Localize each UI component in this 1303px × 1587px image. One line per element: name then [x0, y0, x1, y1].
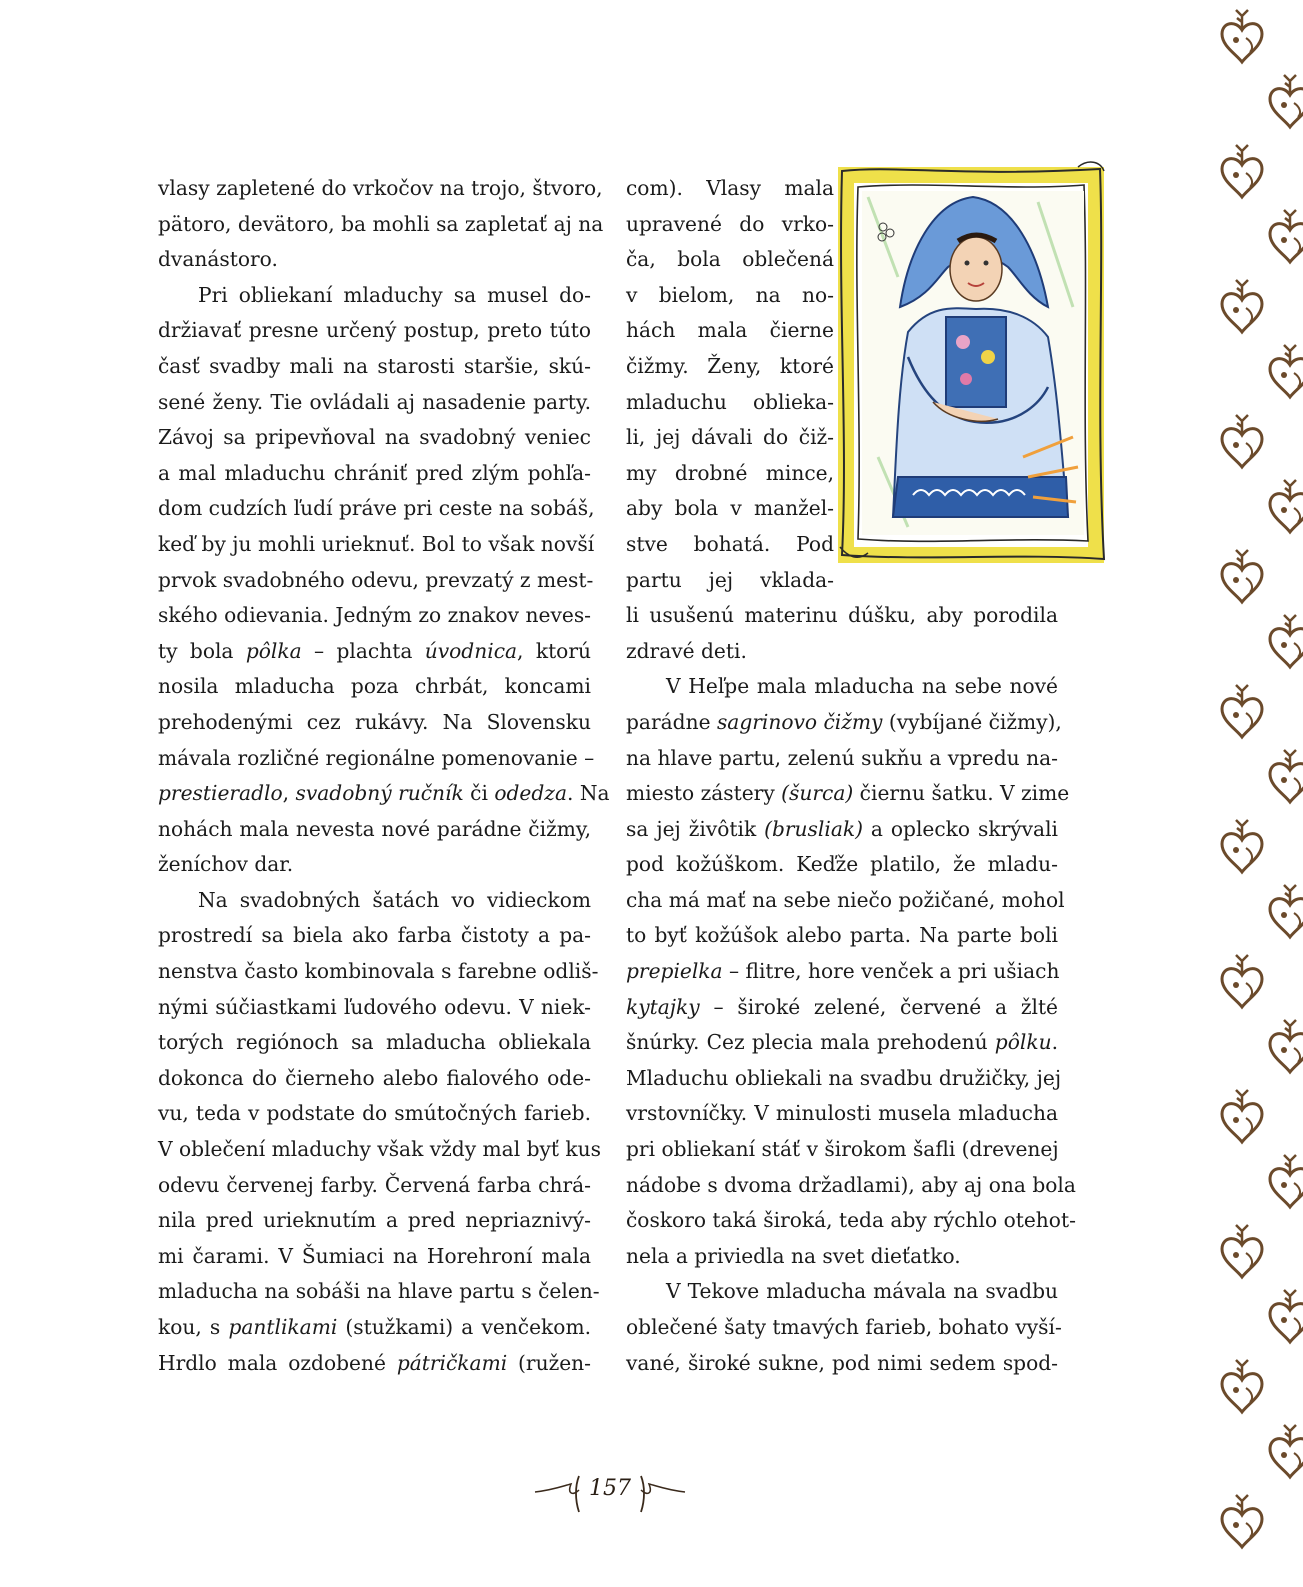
- text-line: Mladuchu obliekali na svadbu družičky, jej: [626, 1065, 1062, 1090]
- text-line: nosila mladucha poza chrbát, koncami: [158, 674, 591, 699]
- text-line: keď by ju mohli urieknuť. Bol to však novší: [158, 531, 595, 556]
- page-number: [533, 1466, 687, 1520]
- text-line: com). Vlasy mala: [626, 176, 834, 200]
- text-line: nela a priviedla na svet dieťatko.: [626, 1243, 961, 1268]
- text-line: Závoj sa pripevňoval na svadobný veniec: [158, 425, 591, 450]
- text-line: na hlave partu, zelenú sukňu a vpredu na-: [626, 745, 1058, 770]
- text-line: zdravé deti.: [626, 638, 747, 663]
- text-line: dvanástoro.: [158, 247, 278, 272]
- left-text-column: [158, 171, 610, 1381]
- text-line: držiavať presne určený postup, preto túto: [158, 318, 591, 343]
- text-line: my drobné mince,: [626, 460, 834, 485]
- ornament-column-right: [1270, 75, 1303, 1477]
- text-line: čoskoro taká široká, teda aby rýchlo otehot-: [626, 1208, 1076, 1233]
- text-line: sené ženy. Tie ovládali aj nasadenie party.: [158, 389, 591, 414]
- text-line: nými súčiastkami ľudového odevu. V niek-: [158, 994, 591, 1019]
- text-line: šnúrky. Cez plecia mala prehodenú pôlku.: [626, 1030, 1058, 1055]
- text-line: oblečené šaty tmavých farieb, bohato vyší-: [626, 1315, 1062, 1339]
- text-line: hách mala čierne: [626, 318, 834, 343]
- text-line: li usušenú materinu dúšku, aby porodila: [626, 603, 1058, 628]
- text-line: to byť kožúšok alebo parta. Na parte boli: [626, 923, 1058, 948]
- text-line: ty bola pôlka – plachta úvodnica, ktorú: [158, 638, 591, 663]
- text-line: kytajky – široké zelené, červené a žlté: [626, 994, 1058, 1019]
- bride-portrait-sketch-icon: [838, 157, 1108, 570]
- text-line: časť svadby mali na starosti staršie, skú-: [158, 353, 591, 378]
- text-line: V Heľpe mala mladucha na sebe nové: [666, 674, 1058, 699]
- text-line: a mal mladuchu chrániť pred zlým pohľa-: [158, 460, 591, 485]
- page-number-text: 157: [589, 1476, 631, 1501]
- text-line: upravené do vrko-: [626, 211, 834, 236]
- text-line: aby bola v manžel-: [626, 496, 834, 521]
- text-line: sa jej živôtik (brusliak) a oplecko skrývali: [626, 816, 1058, 841]
- text-line: čižmy. Ženy, ktoré: [626, 353, 834, 378]
- text-line: Na svadobných šatách vo vidieckom: [198, 887, 591, 912]
- text-line: vu, teda v podstate do smútočných farieb.: [158, 1101, 591, 1126]
- text-line: Pri obliekaní mladuchy sa musel do-: [198, 282, 591, 307]
- text-line: li, jej dávali do čiž-: [626, 425, 834, 450]
- text-line: ča, bola oblečená: [626, 247, 834, 272]
- text-line: dom cudzích ľudí práve pri ceste na sobáš,: [158, 496, 595, 521]
- text-line: v bielom, na no-: [626, 282, 834, 307]
- text-line: nenstva často kombinovala s farebne odliš-: [158, 959, 599, 984]
- text-line: kou, s pantlikami (stužkami) a venčekom.: [158, 1315, 592, 1339]
- text-line: vané, široké sukne, pod nimi sedem spod-: [626, 1350, 1058, 1375]
- text-line: prostredí sa biela ako farba čistoty a pa-: [158, 923, 591, 948]
- text-line: prestieradlo, svadobný ručník či odedza. Na: [158, 781, 610, 806]
- ornament-border-icon: [1220, 0, 1303, 1587]
- text-line: mávala rozličné regionálne pomenovanie –: [158, 745, 595, 770]
- text-line: Hrdlo mala ozdobené pátričkami (ružen-: [158, 1350, 591, 1375]
- text-line: cha má mať na sebe niečo požičané, mohol: [626, 887, 1065, 912]
- text-line: V Tekove mladucha mávala na svadbu: [666, 1279, 1058, 1304]
- text-line: partu jej vklada-: [626, 567, 834, 592]
- text-line: nohách mala nevesta nové parádne čižmy,: [158, 816, 591, 841]
- text-line: vlasy zapletené do vrkočov na trojo, štvoro,: [158, 176, 603, 200]
- text-line: miesto zástery (šurca) čiernu šatku. V zime: [626, 781, 1070, 806]
- text-line: parádne sagrinovo čižmy (vybíjané čižmy),: [626, 709, 1062, 734]
- text-line: prvok svadobného odevu, prevzatý z mest-: [158, 567, 594, 592]
- text-line: pod kožúškom. Keďže platilo, že mladu-: [626, 852, 1058, 877]
- text-line: torých regiónoch sa mladucha obliekala: [158, 1030, 591, 1055]
- text-line: nádobe s dvoma držadlami), aby aj ona bola: [626, 1172, 1076, 1197]
- text-line: ského odievania. Jedným zo znakov neves-: [158, 603, 591, 628]
- ornament-column-left: [1222, 10, 1262, 1547]
- text-line: mladucha na sobáši na hlave partu s čelen-: [158, 1279, 600, 1304]
- text-line: mladuchu oblieka-: [626, 389, 834, 414]
- text-line: nila pred urieknutím a pred nepriaznivý-: [158, 1208, 591, 1233]
- text-line: pätoro, devätoro, ba mohli sa zapletať aj na: [158, 211, 604, 236]
- text-line: odevu červenej farby. Červená farba chrá-: [158, 1172, 591, 1197]
- text-line: dokonca do čierneho alebo fialového ode-: [158, 1065, 591, 1090]
- text-line: vrstovníčky. V minulosti musela mladucha: [626, 1101, 1058, 1126]
- text-line: mi čarami. V Šumiaci na Horehroní mala: [158, 1243, 591, 1268]
- text-line: prehodenými cez rukávy. Na Slovensku: [158, 709, 591, 734]
- text-line: ženíchov dar.: [158, 852, 294, 877]
- text-line: V oblečení mladuchy však vždy mal byť kus: [158, 1137, 602, 1162]
- text-line: prepielka – flitre, hore venček a pri ušiach: [626, 959, 1060, 984]
- text-line: stve bohatá. Pod: [626, 531, 834, 556]
- text-line: pri obliekaní stáť v širokom šafli (drevenej: [626, 1137, 1059, 1162]
